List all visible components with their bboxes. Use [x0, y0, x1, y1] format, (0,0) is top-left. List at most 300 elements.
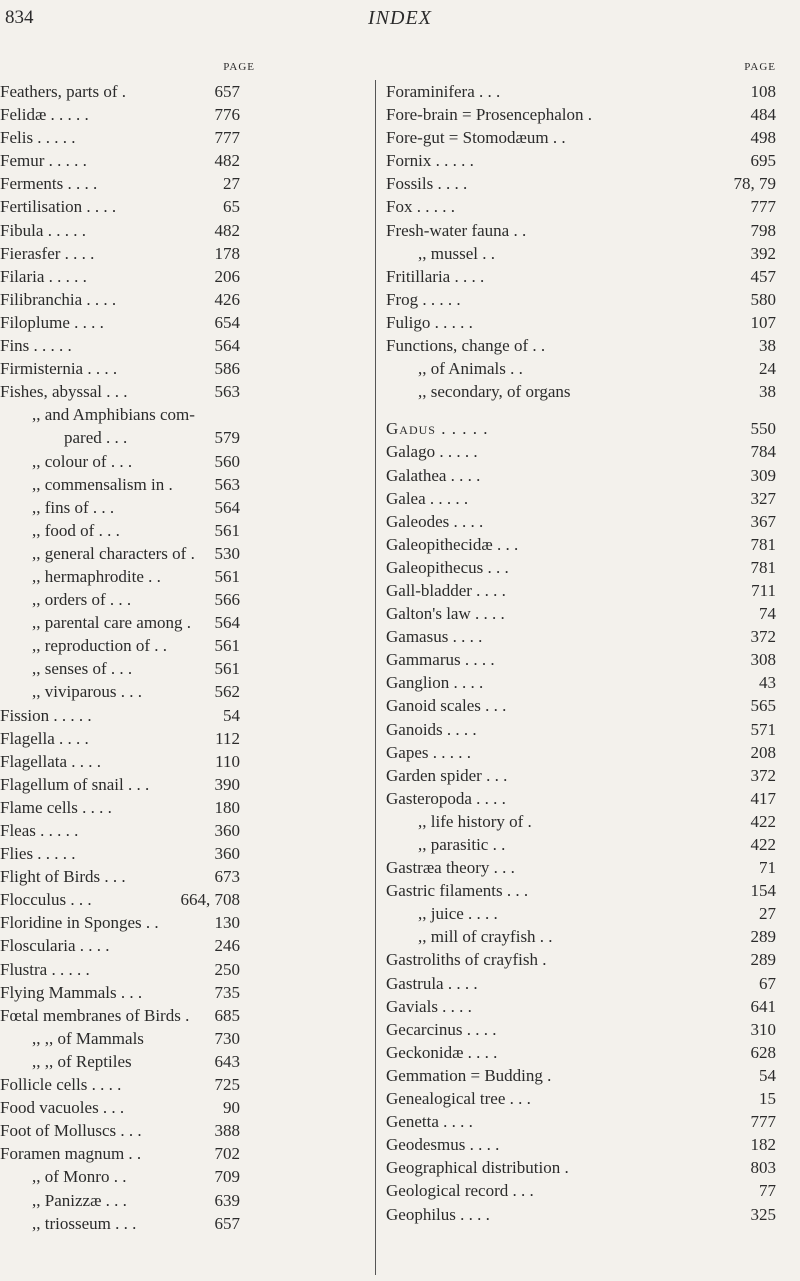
entry-term: Galeodes . . . .: [386, 511, 484, 531]
index-entry: [386, 1041, 796, 1064]
index-entry: [0, 680, 370, 703]
entry-page-ref: 735: [214, 982, 240, 1002]
entry-term: Follicle cells . . . .: [0, 1075, 122, 1095]
index-entry: [0, 634, 370, 657]
entry-page-ref: 777: [214, 128, 240, 148]
index-entry: [0, 380, 370, 403]
index-entry: [0, 958, 370, 981]
index-entry: [386, 417, 796, 440]
index-entry: [386, 1018, 796, 1041]
entry-term: ,, life history of .: [418, 811, 532, 831]
index-entry: [0, 288, 370, 311]
index-entry: [0, 773, 370, 796]
index-entry: [386, 1156, 796, 1179]
index-entry: [0, 519, 370, 542]
entry-page-ref: 781: [750, 534, 776, 554]
entry-term: Geographical distribution .: [386, 1158, 569, 1178]
index-entry: [386, 103, 796, 126]
index-entry: [0, 750, 370, 773]
entry-term: ,, commensalism in .: [32, 474, 173, 494]
index-entry: [386, 195, 796, 218]
entry-term: Firmisternia . . . .: [0, 359, 118, 379]
entry-term: Geophilus . . . .: [386, 1204, 490, 1224]
index-entry: [0, 934, 370, 957]
entry-page-ref: 417: [750, 788, 776, 808]
entry-page-ref: 310: [750, 1019, 776, 1039]
index-entry: [386, 925, 796, 948]
index-entry: [0, 195, 370, 218]
entry-term: Flocculus . . .: [0, 890, 92, 910]
entry-term: Gastræa theory . . .: [386, 858, 515, 878]
entry-term: Gastroliths of crayfish .: [386, 950, 547, 970]
column-divider: [375, 80, 376, 1275]
page-number: 834: [5, 7, 34, 28]
index-entry: [386, 380, 796, 403]
entry-term: Filibranchia . . . .: [0, 289, 117, 309]
entry-term: Fission . . . . .: [0, 705, 92, 725]
entry-term: Geckonidæ . . . .: [386, 1042, 498, 1062]
entry-term: pared . . .: [64, 428, 128, 448]
index-entry: [0, 911, 370, 934]
entry-page-ref: 289: [750, 927, 776, 947]
index-entry: [0, 426, 370, 449]
entry-page-ref: 781: [750, 557, 776, 577]
entry-page-ref: 725: [214, 1075, 240, 1095]
entry-term: Fierasfer . . . .: [0, 243, 95, 263]
index-entry: [0, 103, 370, 126]
entry-term: Fritillaria . . . .: [386, 266, 485, 286]
entry-page-ref: 664, 708: [180, 890, 240, 910]
entry-page-ref: 206: [214, 266, 240, 286]
entry-term: Fibula . . . . .: [0, 220, 86, 240]
entry-page-ref: 482: [214, 220, 240, 240]
entry-page-ref: 564: [214, 497, 240, 517]
index-entry: [0, 981, 370, 1004]
entry-term: Flagella . . . .: [0, 728, 89, 748]
entry-page-ref: 327: [750, 488, 776, 508]
index-entry: [0, 1027, 370, 1050]
index-entry: [0, 588, 370, 611]
index-entry: [386, 879, 796, 902]
entry-term: Gamasus . . . .: [386, 627, 483, 647]
entry-term: Ganoid scales . . .: [386, 696, 507, 716]
entry-page-ref: 561: [214, 520, 240, 540]
entry-term: Galton's law . . . .: [386, 604, 505, 624]
index-entry: [386, 671, 796, 694]
entry-term: ,, fins of . . .: [32, 497, 115, 517]
index-entry: [386, 1110, 796, 1133]
entry-page-ref: 561: [214, 566, 240, 586]
entry-page-ref: 639: [214, 1190, 240, 1210]
entry-page-ref: 308: [750, 650, 776, 670]
entry-term: Fresh-water fauna . .: [386, 220, 527, 240]
index-entry: [386, 334, 796, 357]
entry-term: Fishes, abyssal . . .: [0, 382, 128, 402]
index-entry: [386, 718, 796, 741]
entry-term: Flagellum of snail . . .: [0, 774, 150, 794]
index-entry: [386, 533, 796, 556]
index-entry: [0, 611, 370, 634]
entry-term: Foraminifera . . .: [386, 82, 501, 101]
entry-term: Galago . . . . .: [386, 442, 478, 462]
page-column-heading: PAGE: [223, 61, 255, 73]
entry-page-ref: 38: [759, 382, 776, 402]
entry-page-ref: 422: [750, 835, 776, 854]
entry-page-ref: 180: [214, 797, 240, 817]
index-entry: [386, 1179, 796, 1202]
index-entry: [0, 1142, 370, 1165]
entry-term: ,, mill of crayfish . .: [418, 927, 553, 947]
entry-page-ref: 289: [750, 950, 776, 970]
entry-term: Gastrula . . . .: [386, 973, 478, 993]
entry-page-ref: 130: [214, 913, 240, 933]
index-entry: [386, 902, 796, 925]
entry-page-ref: 110: [215, 751, 240, 771]
index-entry: [386, 648, 796, 671]
index-entry: [0, 80, 370, 103]
index-entry: [386, 1203, 796, 1226]
entry-page-ref: 78, 79: [733, 174, 776, 194]
entry-page-ref: 182: [750, 1135, 776, 1155]
entry-page-ref: 643: [214, 1051, 240, 1071]
index-entry: [386, 694, 796, 717]
entry-term: Foramen magnum . .: [0, 1144, 142, 1164]
entry-page-ref: 628: [750, 1042, 776, 1062]
entry-page-ref: 565: [750, 696, 776, 716]
index-entry: [386, 787, 796, 810]
entry-page-ref: 579: [214, 428, 240, 448]
index-entry: [386, 149, 796, 172]
entry-page-ref: 571: [750, 719, 776, 739]
entry-page-ref: 777: [750, 1112, 776, 1132]
index-entry: [0, 473, 370, 496]
entry-term: Gastric filaments . . .: [386, 881, 529, 901]
entry-term: Food vacuoles . . .: [0, 1098, 125, 1118]
index-entry: [386, 1064, 796, 1087]
entry-term: Genealogical tree . . .: [386, 1089, 531, 1109]
entry-term: Gecarcinus . . . .: [386, 1019, 497, 1039]
entry-page-ref: 390: [214, 774, 240, 794]
entry-term: Flagellata . . . .: [0, 751, 102, 771]
index-entry: [0, 1189, 370, 1212]
index-entry: [0, 403, 370, 426]
index-entry: [0, 888, 370, 911]
entry-page-ref: 246: [214, 936, 240, 956]
entry-term: Fleas . . . . .: [0, 821, 79, 840]
entry-term: Fertilisation . . . .: [0, 197, 117, 217]
entry-term: Foot of Molluscs . . .: [0, 1121, 142, 1141]
left-index-column: [0, 61, 370, 1235]
entry-term: Feathers, parts of .: [0, 82, 127, 101]
index-entry: [386, 625, 796, 648]
entry-page-ref: 108: [750, 82, 776, 101]
index-entry: [386, 972, 796, 995]
entry-term: ,, of Monro . .: [32, 1167, 127, 1187]
entry-term: ,, ,, of Mammals: [32, 1028, 144, 1048]
index-entry: [386, 172, 796, 195]
entry-page-ref: 484: [750, 105, 776, 125]
entry-term: ,, general characters of .: [32, 543, 195, 563]
entry-page-ref: 641: [750, 996, 776, 1016]
index-entry: [0, 496, 370, 519]
entry-page-ref: 798: [750, 220, 776, 240]
index-entry: [386, 357, 796, 380]
entry-page-ref: 564: [214, 336, 240, 356]
entry-term: Fuligo . . . . .: [386, 312, 473, 332]
entry-page-ref: 325: [750, 1204, 776, 1224]
entry-page-ref: 482: [214, 151, 240, 171]
entry-page-ref: 566: [214, 590, 240, 610]
entry-term: Flustra . . . . .: [0, 959, 90, 979]
index-entry: [386, 556, 796, 579]
entry-term: ,, hermaphrodite . .: [32, 566, 161, 586]
entry-page-ref: 702: [214, 1144, 240, 1164]
index-entry: [0, 334, 370, 357]
entry-term: Gadus . . . . .: [386, 419, 489, 439]
entry-page-ref: 654: [214, 312, 240, 332]
entry-term: Geodesmus . . . .: [386, 1135, 500, 1155]
entry-term: Garden spider . . .: [386, 765, 508, 785]
entry-term: Felis . . . . .: [0, 128, 76, 148]
entry-term: Flies . . . . .: [0, 844, 76, 864]
entry-page-ref: 709: [214, 1167, 240, 1187]
entry-page-ref: 784: [750, 442, 776, 462]
entry-term: ,, parasitic . .: [418, 835, 506, 854]
entry-page-ref: 367: [750, 511, 776, 531]
index-entry: [386, 510, 796, 533]
entry-page-ref: 24: [759, 359, 776, 379]
index-entry: [0, 172, 370, 195]
index-entry: [0, 242, 370, 265]
entry-page-ref: 178: [214, 243, 240, 263]
entry-page-ref: 426: [214, 289, 240, 309]
entry-term: Filaria . . . . .: [0, 266, 87, 286]
index-entry: [0, 842, 370, 865]
entry-page-ref: 54: [759, 1065, 776, 1085]
index-entry: [0, 311, 370, 334]
entry-page-ref: 43: [759, 673, 776, 693]
index-entry: [0, 727, 370, 750]
entry-term: ,, food of . . .: [32, 520, 120, 540]
entry-term: Gemmation = Budding .: [386, 1065, 552, 1085]
index-entry: [0, 819, 370, 842]
entry-page-ref: 90: [223, 1098, 240, 1118]
entry-term: ,, and Amphibians com-: [32, 405, 195, 425]
index-entry: [386, 764, 796, 787]
entry-term: Fossils . . . .: [386, 174, 468, 194]
entry-page-ref: 457: [750, 266, 776, 286]
entry-page-ref: 372: [750, 627, 776, 647]
index-entry: [386, 856, 796, 879]
entry-page-ref: 65: [223, 197, 240, 217]
entry-term: Ferments . . . .: [0, 174, 98, 194]
entry-term: Galea . . . . .: [386, 488, 469, 508]
entry-page-ref: 388: [214, 1121, 240, 1141]
index-entry: [0, 1050, 370, 1073]
entry-page-ref: 392: [750, 243, 776, 263]
entry-page-ref: 67: [759, 973, 776, 993]
entry-page-ref: 27: [759, 904, 776, 924]
entry-page-ref: 74: [759, 604, 776, 624]
index-entry: [0, 1073, 370, 1096]
index-entry: [386, 464, 796, 487]
index-entry: [0, 1165, 370, 1188]
entry-page-ref: 730: [214, 1028, 240, 1048]
index-entry: [386, 219, 796, 242]
entry-term: ,, triosseum . . .: [32, 1213, 137, 1233]
entry-page-ref: 250: [214, 959, 240, 979]
entry-term: Floscularia . . . .: [0, 936, 110, 956]
entry-term: Floridine in Sponges . .: [0, 913, 159, 933]
entry-page-ref: 38: [759, 336, 776, 356]
entry-term: ,, viviparous . . .: [32, 682, 143, 702]
index-entry: [386, 741, 796, 764]
entry-term: Fox . . . . .: [386, 197, 455, 217]
entry-page-ref: 422: [750, 811, 776, 831]
entry-term: Gavials . . . .: [386, 996, 472, 1016]
entry-page-ref: 27: [223, 174, 240, 194]
entry-term: Galeopithecus . . .: [386, 557, 509, 577]
index-entry: [386, 1133, 796, 1156]
entry-term: ,, colour of . . .: [32, 451, 133, 471]
entry-term: Filoplume . . . .: [0, 312, 104, 332]
entry-page-ref: 154: [750, 881, 776, 901]
index-entry: [386, 810, 796, 833]
index-entry: [386, 265, 796, 288]
entry-term: ,, secondary, of organs: [418, 382, 571, 402]
entry-page-ref: 561: [214, 659, 240, 679]
index-entry: [386, 579, 796, 602]
entry-page-ref: 550: [750, 419, 776, 439]
entry-term: ,, of Animals . .: [418, 359, 523, 379]
entry-term: Functions, change of . .: [386, 336, 546, 356]
index-entry: [0, 542, 370, 565]
entry-page-ref: 657: [214, 1213, 240, 1233]
index-entry: [0, 657, 370, 680]
entry-page-ref: 208: [750, 742, 776, 762]
entry-page-ref: 560: [214, 451, 240, 471]
entry-term: Galathea . . . .: [386, 465, 481, 485]
entry-term: Ganglion . . . .: [386, 673, 484, 693]
entry-page-ref: 586: [214, 359, 240, 379]
index-entry: [0, 265, 370, 288]
index-entry: [0, 357, 370, 380]
entry-term: ,, reproduction of . .: [32, 636, 168, 656]
index-entry: [0, 1096, 370, 1119]
index-entry: [386, 440, 796, 463]
entry-page-ref: 77: [759, 1181, 776, 1201]
entry-term: ,, Panizzæ . . .: [32, 1190, 127, 1210]
index-entry: [0, 796, 370, 819]
entry-term: ,, senses of . . .: [32, 659, 133, 679]
entry-page-ref: 107: [750, 312, 776, 332]
entry-page-ref: 563: [214, 474, 240, 494]
entry-term: ,, orders of . . .: [32, 590, 132, 610]
entry-page-ref: 695: [750, 151, 776, 171]
right-index-column: [386, 61, 796, 1226]
entry-term: Fornix . . . . .: [386, 151, 474, 171]
entry-term: Gapes . . . . .: [386, 742, 471, 762]
index-entry: [386, 288, 796, 311]
entry-term: ,, ,, of Reptiles: [32, 1051, 132, 1071]
entry-page-ref: 372: [750, 765, 776, 785]
index-entry: [386, 311, 796, 334]
entry-page-ref: 498: [750, 128, 776, 148]
index-entry: [386, 126, 796, 149]
index-entry: [0, 126, 370, 149]
entry-term: Fore-brain = Prosencephalon .: [386, 105, 592, 125]
entry-page-ref: 776: [214, 105, 240, 125]
index-entry: [386, 242, 796, 265]
entry-page-ref: 711: [751, 580, 776, 600]
entry-term: Fore-gut = Stomodæum . .: [386, 128, 566, 148]
entry-page-ref: 112: [215, 728, 240, 748]
entry-term: Femur . . . . .: [0, 151, 87, 171]
entry-term: Gammarus . . . .: [386, 650, 495, 670]
index-entry: [0, 865, 370, 888]
entry-term: Flight of Birds . . .: [0, 867, 126, 887]
index-entry: [386, 833, 796, 856]
index-entry: [386, 948, 796, 971]
entry-page-ref: 309: [750, 465, 776, 485]
index-entry: [0, 1212, 370, 1235]
entry-term: Flame cells . . . .: [0, 797, 112, 817]
index-entry: [386, 487, 796, 510]
entry-page-ref: 15: [759, 1089, 776, 1109]
entry-page-ref: 564: [214, 613, 240, 633]
entry-page-ref: 561: [214, 636, 240, 656]
index-entry: [386, 602, 796, 625]
entry-page-ref: 685: [214, 1005, 240, 1025]
entry-page-ref: 777: [750, 197, 776, 217]
index-entry: [0, 704, 370, 727]
entry-term: Genetta . . . .: [386, 1112, 473, 1132]
entry-page-ref: 563: [214, 382, 240, 402]
entry-term: ,, mussel . .: [418, 243, 495, 263]
entry-term: Gall-bladder . . . .: [386, 580, 506, 600]
index-entry: [0, 1119, 370, 1142]
index-entry: [0, 450, 370, 473]
page-header: [0, 0, 800, 40]
entry-page-ref: 580: [750, 289, 776, 309]
entry-term: Frog . . . . .: [386, 289, 461, 309]
entry-page-ref: 360: [214, 844, 240, 864]
entry-term: Galeopithecidæ . . .: [386, 534, 519, 554]
entry-term: Ganoids . . . .: [386, 719, 477, 739]
index-entry: [386, 80, 796, 103]
entry-term: ,, parental care among .: [32, 613, 192, 633]
entry-term: Geological record . . .: [386, 1181, 534, 1201]
entry-page-ref: 803: [750, 1158, 776, 1178]
index-entry: [0, 565, 370, 588]
index-entry: [386, 995, 796, 1018]
entry-page-ref: 530: [214, 543, 240, 563]
entry-page-ref: 657: [214, 82, 240, 101]
entry-page-ref: 54: [223, 705, 240, 725]
entry-page-ref: 673: [214, 867, 240, 887]
index-entry: [0, 219, 370, 242]
page-column-heading: PAGE: [744, 61, 776, 73]
index-entry: [0, 149, 370, 172]
entry-term: Flying Mammals . . .: [0, 982, 143, 1002]
running-title: INDEX: [368, 7, 432, 29]
entry-page-ref: 562: [214, 682, 240, 702]
entry-term: Gasteropoda . . . .: [386, 788, 506, 808]
entry-term: ,, juice . . . .: [418, 904, 498, 924]
entry-term: Fins . . . . .: [0, 336, 72, 356]
index-entry: [386, 1087, 796, 1110]
entry-page-ref: 71: [759, 858, 776, 878]
